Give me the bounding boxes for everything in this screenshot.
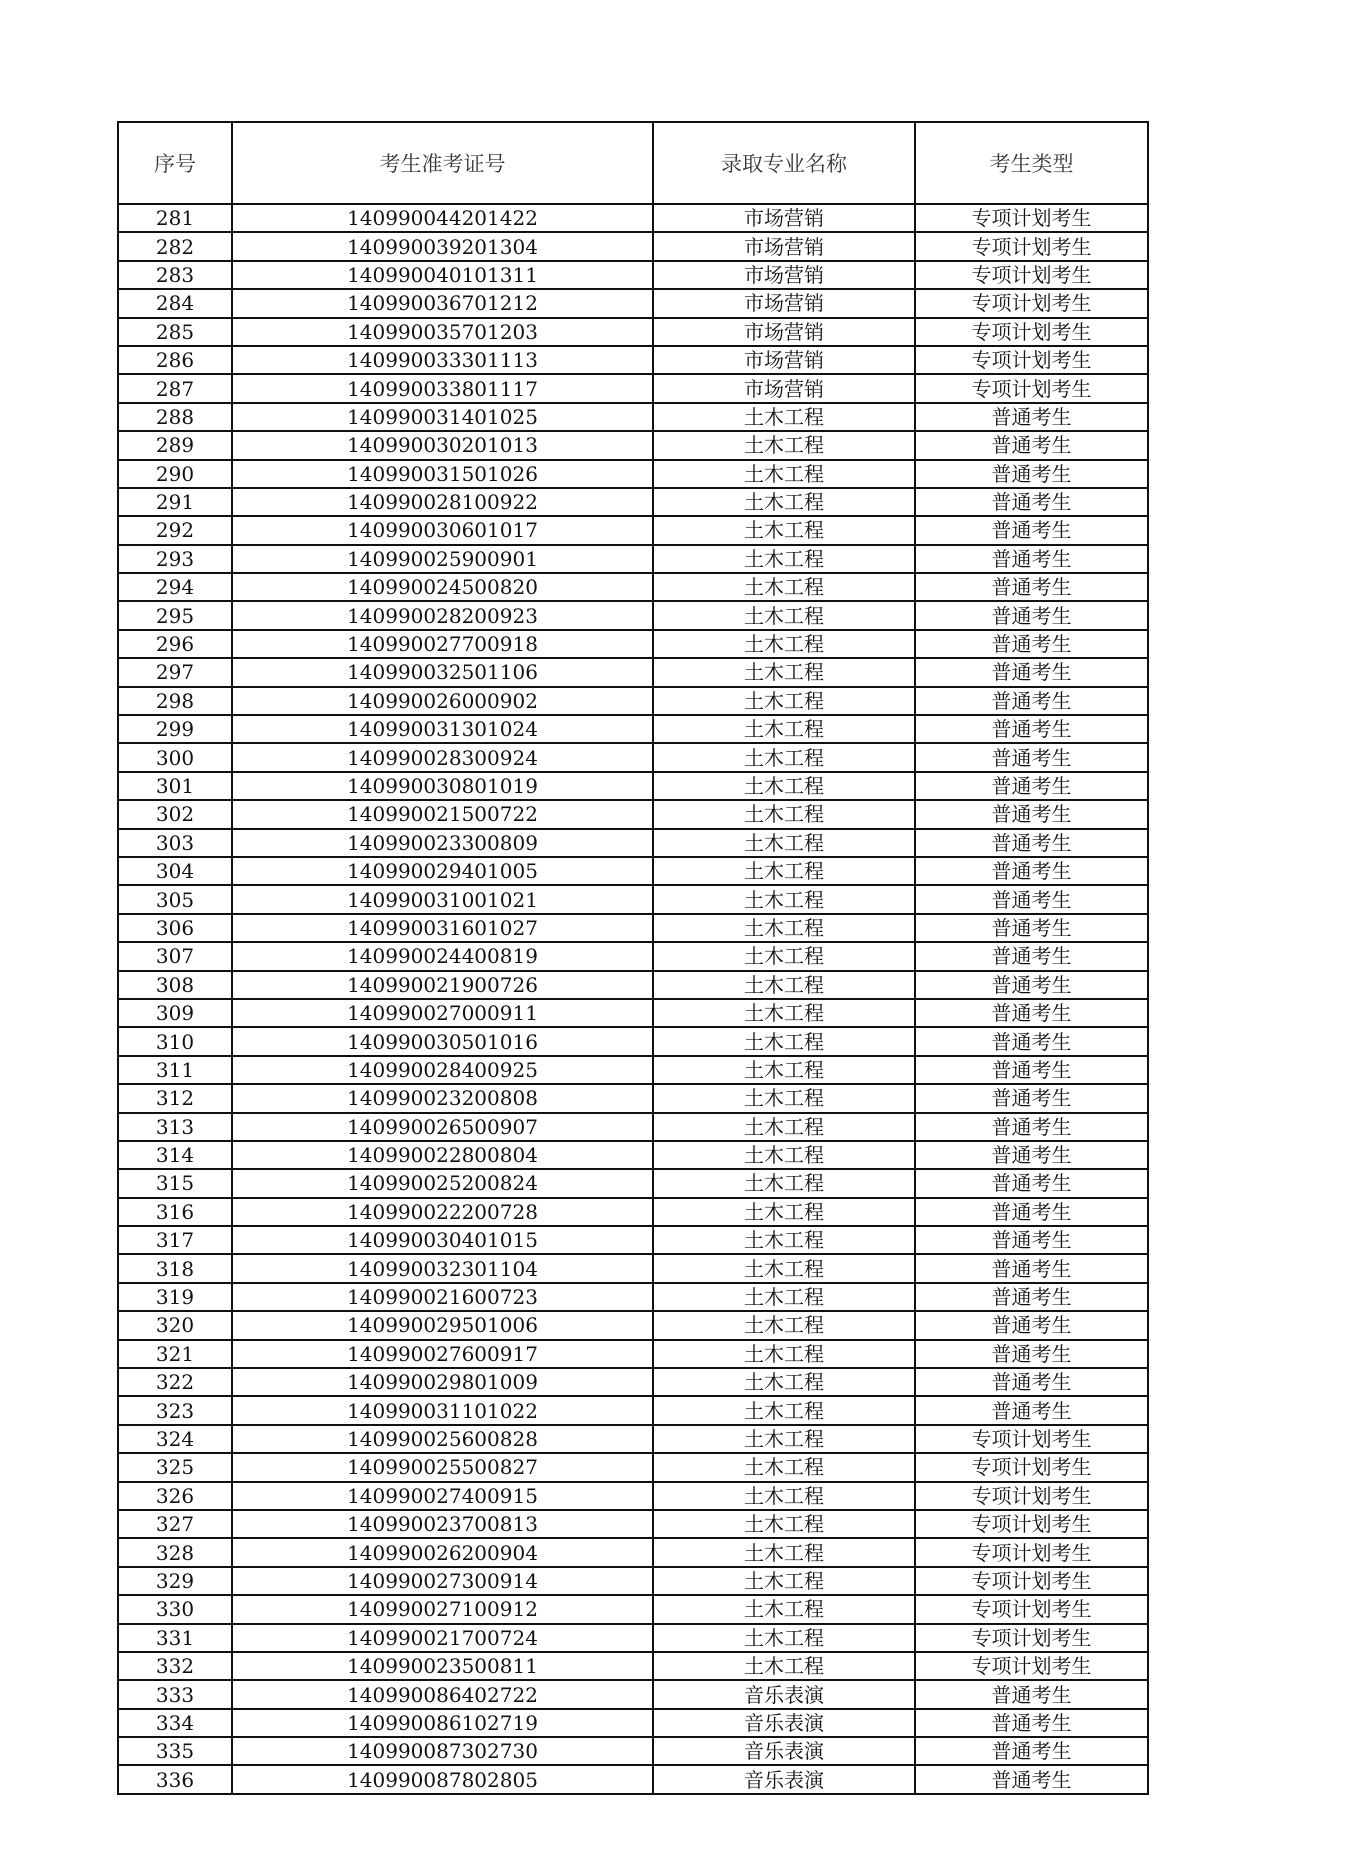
cell-seq: 305: [118, 885, 232, 913]
cell-ticket-number: 140990024500820: [232, 573, 653, 601]
table-row: [118, 1482, 1148, 1510]
cell-ticket-number: 140990023200808: [232, 1084, 653, 1112]
cell-candidate-type: 普通考生: [915, 687, 1148, 715]
cell-candidate-type: 专项计划考生: [915, 1425, 1148, 1453]
cell-major: 土木工程: [653, 1510, 915, 1538]
cell-candidate-type: 普通考生: [915, 1709, 1148, 1737]
table-row: [118, 601, 1148, 629]
cell-major: 土木工程: [653, 1226, 915, 1254]
cell-major: 音乐表演: [653, 1737, 915, 1765]
cell-seq: 308: [118, 971, 232, 999]
table-row: [118, 1113, 1148, 1141]
cell-ticket-number: 140990023700813: [232, 1510, 653, 1538]
cell-seq: 330: [118, 1595, 232, 1623]
cell-major: 土木工程: [653, 403, 915, 431]
cell-major: 土木工程: [653, 1368, 915, 1396]
cell-seq: 321: [118, 1340, 232, 1368]
cell-seq: 299: [118, 715, 232, 743]
table-row: [118, 1027, 1148, 1055]
cell-seq: 294: [118, 573, 232, 601]
cell-major: 土木工程: [653, 1396, 915, 1424]
table-row: [118, 772, 1148, 800]
cell-major: 市场营销: [653, 346, 915, 374]
cell-ticket-number: 140990026200904: [232, 1538, 653, 1566]
cell-seq: 289: [118, 431, 232, 459]
cell-major: 市场营销: [653, 204, 915, 232]
table-row: [118, 800, 1148, 828]
table-row: [118, 573, 1148, 601]
cell-major: 土木工程: [653, 1084, 915, 1112]
cell-seq: 312: [118, 1084, 232, 1112]
cell-candidate-type: 专项计划考生: [915, 374, 1148, 402]
cell-candidate-type: 普通考生: [915, 715, 1148, 743]
cell-major: 音乐表演: [653, 1680, 915, 1708]
cell-major: 市场营销: [653, 374, 915, 402]
cell-ticket-number: 140990027600917: [232, 1340, 653, 1368]
cell-seq: 297: [118, 658, 232, 686]
cell-candidate-type: 普通考生: [915, 1737, 1148, 1765]
table-row: [118, 318, 1148, 346]
table-row: [118, 658, 1148, 686]
cell-ticket-number: 140990030201013: [232, 431, 653, 459]
cell-ticket-number: 140990028400925: [232, 1056, 653, 1084]
cell-candidate-type: 专项计划考生: [915, 1538, 1148, 1566]
cell-seq: 290: [118, 460, 232, 488]
cell-major: 土木工程: [653, 687, 915, 715]
cell-seq: 323: [118, 1396, 232, 1424]
cell-ticket-number: 140990023500811: [232, 1652, 653, 1680]
cell-major: 音乐表演: [653, 1765, 915, 1793]
cell-ticket-number: 140990025200824: [232, 1169, 653, 1197]
cell-ticket-number: 140990086402722: [232, 1680, 653, 1708]
table-row: [118, 289, 1148, 317]
cell-ticket-number: 140990021500722: [232, 800, 653, 828]
cell-major: 土木工程: [653, 545, 915, 573]
cell-candidate-type: 普通考生: [915, 743, 1148, 771]
cell-major: 土木工程: [653, 573, 915, 601]
table-row: [118, 346, 1148, 374]
cell-ticket-number: 140990031501026: [232, 460, 653, 488]
cell-candidate-type: 普通考生: [915, 1396, 1148, 1424]
cell-candidate-type: 普通考生: [915, 885, 1148, 913]
cell-major: 土木工程: [653, 885, 915, 913]
cell-ticket-number: 140990030601017: [232, 516, 653, 544]
cell-ticket-number: 140990022200728: [232, 1198, 653, 1226]
cell-ticket-number: 140990040101311: [232, 261, 653, 289]
cell-candidate-type: 普通考生: [915, 460, 1148, 488]
cell-seq: 325: [118, 1453, 232, 1481]
cell-seq: 311: [118, 1056, 232, 1084]
cell-major: 市场营销: [653, 289, 915, 317]
cell-ticket-number: 140990031101022: [232, 1396, 653, 1424]
table-row: [118, 1056, 1148, 1084]
cell-seq: 301: [118, 772, 232, 800]
cell-candidate-type: 普通考生: [915, 1283, 1148, 1311]
cell-ticket-number: 140990087802805: [232, 1765, 653, 1793]
cell-seq: 317: [118, 1226, 232, 1254]
cell-seq: 320: [118, 1311, 232, 1339]
table-row: [118, 1567, 1148, 1595]
cell-seq: 326: [118, 1482, 232, 1510]
table-row: [118, 1652, 1148, 1680]
cell-candidate-type: 普通考生: [915, 1226, 1148, 1254]
table-row: [118, 1510, 1148, 1538]
cell-ticket-number: 140990021600723: [232, 1283, 653, 1311]
cell-seq: 329: [118, 1567, 232, 1595]
table-row: [118, 743, 1148, 771]
cell-candidate-type: 普通考生: [915, 431, 1148, 459]
table-row: [118, 942, 1148, 970]
cell-seq: 327: [118, 1510, 232, 1538]
cell-major: 土木工程: [653, 1453, 915, 1481]
cell-seq: 310: [118, 1027, 232, 1055]
table-row: [118, 1340, 1148, 1368]
table-row: [118, 204, 1148, 232]
table-row: [118, 1453, 1148, 1481]
cell-seq: 307: [118, 942, 232, 970]
cell-ticket-number: 140990044201422: [232, 204, 653, 232]
cell-seq: 292: [118, 516, 232, 544]
cell-seq: 304: [118, 857, 232, 885]
cell-ticket-number: 140990028200923: [232, 601, 653, 629]
cell-seq: 318: [118, 1254, 232, 1282]
cell-major: 土木工程: [653, 1141, 915, 1169]
table-row: [118, 460, 1148, 488]
cell-seq: 295: [118, 601, 232, 629]
cell-candidate-type: 普通考生: [915, 1765, 1148, 1793]
cell-major: 土木工程: [653, 743, 915, 771]
cell-ticket-number: 140990031001021: [232, 885, 653, 913]
header-seq: 序号: [118, 122, 232, 204]
table-row: [118, 1396, 1148, 1424]
header-row: [118, 122, 1148, 204]
cell-seq: 336: [118, 1765, 232, 1793]
cell-candidate-type: 普通考生: [915, 573, 1148, 601]
table-row: [118, 1169, 1148, 1197]
cell-seq: 331: [118, 1624, 232, 1652]
cell-major: 土木工程: [653, 1254, 915, 1282]
cell-seq: 306: [118, 914, 232, 942]
cell-ticket-number: 140990033301113: [232, 346, 653, 374]
cell-seq: 328: [118, 1538, 232, 1566]
cell-major: 土木工程: [653, 1056, 915, 1084]
cell-candidate-type: 专项计划考生: [915, 346, 1148, 374]
cell-ticket-number: 140990026000902: [232, 687, 653, 715]
cell-ticket-number: 140990025900901: [232, 545, 653, 573]
cell-major: 土木工程: [653, 942, 915, 970]
cell-major: 土木工程: [653, 1283, 915, 1311]
cell-ticket-number: 140990029501006: [232, 1311, 653, 1339]
table-row: [118, 232, 1148, 260]
cell-ticket-number: 140990036701212: [232, 289, 653, 317]
table-row: [118, 1311, 1148, 1339]
cell-seq: 288: [118, 403, 232, 431]
cell-candidate-type: 普通考生: [915, 630, 1148, 658]
cell-candidate-type: 普通考生: [915, 658, 1148, 686]
table-row: [118, 885, 1148, 913]
cell-candidate-type: 普通考生: [915, 1680, 1148, 1708]
table-row: [118, 1538, 1148, 1566]
cell-ticket-number: 140990031401025: [232, 403, 653, 431]
table-row: [118, 1680, 1148, 1708]
cell-seq: 303: [118, 829, 232, 857]
cell-candidate-type: 普通考生: [915, 403, 1148, 431]
cell-ticket-number: 140990031601027: [232, 914, 653, 942]
cell-major: 土木工程: [653, 914, 915, 942]
table-row: [118, 403, 1148, 431]
cell-major: 土木工程: [653, 1027, 915, 1055]
table-row: [118, 1425, 1148, 1453]
cell-candidate-type: 普通考生: [915, 516, 1148, 544]
cell-candidate-type: 普通考生: [915, 1027, 1148, 1055]
cell-major: 土木工程: [653, 1624, 915, 1652]
cell-seq: 296: [118, 630, 232, 658]
cell-ticket-number: 140990030401015: [232, 1226, 653, 1254]
table-row: [118, 1254, 1148, 1282]
cell-major: 土木工程: [653, 1113, 915, 1141]
cell-ticket-number: 140990025600828: [232, 1425, 653, 1453]
cell-major: 土木工程: [653, 1538, 915, 1566]
cell-major: 土木工程: [653, 971, 915, 999]
header-candidate-type: 考生类型: [915, 122, 1148, 204]
table-row: [118, 971, 1148, 999]
cell-seq: 284: [118, 289, 232, 317]
table-row: [118, 999, 1148, 1027]
cell-candidate-type: 专项计划考生: [915, 1510, 1148, 1538]
cell-ticket-number: 140990022800804: [232, 1141, 653, 1169]
cell-seq: 285: [118, 318, 232, 346]
cell-ticket-number: 140990033801117: [232, 374, 653, 402]
cell-major: 土木工程: [653, 1311, 915, 1339]
table-row: [118, 431, 1148, 459]
cell-major: 土木工程: [653, 516, 915, 544]
cell-major: 音乐表演: [653, 1709, 915, 1737]
table-row: [118, 1595, 1148, 1623]
cell-ticket-number: 140990027100912: [232, 1595, 653, 1623]
cell-seq: 314: [118, 1141, 232, 1169]
cell-seq: 281: [118, 204, 232, 232]
cell-seq: 309: [118, 999, 232, 1027]
cell-ticket-number: 140990029801009: [232, 1368, 653, 1396]
cell-candidate-type: 普通考生: [915, 857, 1148, 885]
cell-major: 土木工程: [653, 658, 915, 686]
cell-candidate-type: 普通考生: [915, 1311, 1148, 1339]
cell-major: 市场营销: [653, 261, 915, 289]
cell-seq: 282: [118, 232, 232, 260]
cell-candidate-type: 普通考生: [915, 488, 1148, 516]
cell-seq: 322: [118, 1368, 232, 1396]
cell-seq: 283: [118, 261, 232, 289]
cell-candidate-type: 普通考生: [915, 942, 1148, 970]
cell-candidate-type: 专项计划考生: [915, 261, 1148, 289]
cell-major: 土木工程: [653, 1198, 915, 1226]
cell-ticket-number: 140990027400915: [232, 1482, 653, 1510]
cell-candidate-type: 专项计划考生: [915, 1567, 1148, 1595]
table-header: [118, 122, 1148, 204]
cell-ticket-number: 140990035701203: [232, 318, 653, 346]
table-row: [118, 1226, 1148, 1254]
cell-ticket-number: 140990027300914: [232, 1567, 653, 1595]
cell-major: 土木工程: [653, 857, 915, 885]
cell-candidate-type: 专项计划考生: [915, 1624, 1148, 1652]
table-row: [118, 1368, 1148, 1396]
cell-seq: 333: [118, 1680, 232, 1708]
cell-seq: 319: [118, 1283, 232, 1311]
cell-ticket-number: 140990021700724: [232, 1624, 653, 1652]
cell-candidate-type: 专项计划考生: [915, 1453, 1148, 1481]
cell-seq: 286: [118, 346, 232, 374]
cell-major: 土木工程: [653, 1567, 915, 1595]
cell-candidate-type: 普通考生: [915, 601, 1148, 629]
table-row: [118, 1624, 1148, 1652]
table-row: [118, 261, 1148, 289]
cell-ticket-number: 140990030501016: [232, 1027, 653, 1055]
table-body: [118, 204, 1148, 1794]
cell-seq: 334: [118, 1709, 232, 1737]
cell-candidate-type: 普通考生: [915, 800, 1148, 828]
cell-seq: 302: [118, 800, 232, 828]
cell-candidate-type: 普通考生: [915, 971, 1148, 999]
cell-candidate-type: 普通考生: [915, 1368, 1148, 1396]
table-row: [118, 516, 1148, 544]
cell-candidate-type: 普通考生: [915, 914, 1148, 942]
cell-major: 土木工程: [653, 630, 915, 658]
cell-major: 土木工程: [653, 1169, 915, 1197]
cell-ticket-number: 140990028100922: [232, 488, 653, 516]
table-row: [118, 914, 1148, 942]
table-row: [118, 715, 1148, 743]
table-row: [118, 687, 1148, 715]
cell-candidate-type: 普通考生: [915, 1141, 1148, 1169]
cell-candidate-type: 普通考生: [915, 1084, 1148, 1112]
table-row: [118, 545, 1148, 573]
cell-major: 土木工程: [653, 488, 915, 516]
cell-candidate-type: 普通考生: [915, 1254, 1148, 1282]
table-row: [118, 1141, 1148, 1169]
cell-ticket-number: 140990024400819: [232, 942, 653, 970]
cell-seq: 315: [118, 1169, 232, 1197]
table-row: [118, 1198, 1148, 1226]
table-row: [118, 1737, 1148, 1765]
table-row: [118, 1709, 1148, 1737]
cell-seq: 293: [118, 545, 232, 573]
table-row: [118, 1283, 1148, 1311]
table-row: [118, 488, 1148, 516]
cell-ticket-number: 140990032501106: [232, 658, 653, 686]
cell-major: 土木工程: [653, 800, 915, 828]
cell-candidate-type: 普通考生: [915, 999, 1148, 1027]
cell-major: 土木工程: [653, 829, 915, 857]
cell-candidate-type: 专项计划考生: [915, 318, 1148, 346]
cell-candidate-type: 专项计划考生: [915, 1482, 1148, 1510]
cell-ticket-number: 140990023300809: [232, 829, 653, 857]
cell-candidate-type: 普通考生: [915, 1198, 1148, 1226]
table-row: [118, 1765, 1148, 1793]
table-row: [118, 829, 1148, 857]
cell-candidate-type: 普通考生: [915, 772, 1148, 800]
cell-candidate-type: 专项计划考生: [915, 232, 1148, 260]
table-row: [118, 374, 1148, 402]
table-row: [118, 857, 1148, 885]
cell-seq: 300: [118, 743, 232, 771]
cell-seq: 316: [118, 1198, 232, 1226]
cell-ticket-number: 140990031301024: [232, 715, 653, 743]
cell-ticket-number: 140990026500907: [232, 1113, 653, 1141]
table-row: [118, 630, 1148, 658]
cell-seq: 313: [118, 1113, 232, 1141]
cell-major: 市场营销: [653, 318, 915, 346]
cell-ticket-number: 140990087302730: [232, 1737, 653, 1765]
admission-table: [117, 121, 1149, 1795]
cell-major: 土木工程: [653, 431, 915, 459]
cell-ticket-number: 140990027700918: [232, 630, 653, 658]
cell-major: 土木工程: [653, 1340, 915, 1368]
cell-seq: 335: [118, 1737, 232, 1765]
cell-ticket-number: 140990025500827: [232, 1453, 653, 1481]
cell-candidate-type: 普通考生: [915, 1113, 1148, 1141]
cell-seq: 287: [118, 374, 232, 402]
cell-major: 土木工程: [653, 1595, 915, 1623]
cell-major: 土木工程: [653, 999, 915, 1027]
cell-seq: 298: [118, 687, 232, 715]
cell-major: 市场营销: [653, 232, 915, 260]
cell-major: 土木工程: [653, 715, 915, 743]
cell-major: 土木工程: [653, 1482, 915, 1510]
table-row: [118, 1084, 1148, 1112]
cell-ticket-number: 140990027000911: [232, 999, 653, 1027]
cell-major: 土木工程: [653, 1652, 915, 1680]
cell-candidate-type: 普通考生: [915, 545, 1148, 573]
cell-major: 土木工程: [653, 1425, 915, 1453]
cell-major: 土木工程: [653, 460, 915, 488]
cell-candidate-type: 普通考生: [915, 1340, 1148, 1368]
cell-ticket-number: 140990039201304: [232, 232, 653, 260]
cell-candidate-type: 专项计划考生: [915, 289, 1148, 317]
cell-seq: 291: [118, 488, 232, 516]
cell-ticket-number: 140990028300924: [232, 743, 653, 771]
cell-candidate-type: 专项计划考生: [915, 1652, 1148, 1680]
cell-major: 土木工程: [653, 601, 915, 629]
cell-ticket-number: 140990086102719: [232, 1709, 653, 1737]
cell-candidate-type: 普通考生: [915, 829, 1148, 857]
cell-candidate-type: 普通考生: [915, 1169, 1148, 1197]
cell-ticket-number: 140990030801019: [232, 772, 653, 800]
header-major: 录取专业名称: [653, 122, 915, 204]
cell-ticket-number: 140990029401005: [232, 857, 653, 885]
cell-candidate-type: 专项计划考生: [915, 204, 1148, 232]
cell-seq: 332: [118, 1652, 232, 1680]
cell-ticket-number: 140990021900726: [232, 971, 653, 999]
cell-ticket-number: 140990032301104: [232, 1254, 653, 1282]
cell-candidate-type: 专项计划考生: [915, 1595, 1148, 1623]
header-ticket-number: 考生准考证号: [232, 122, 653, 204]
cell-candidate-type: 普通考生: [915, 1056, 1148, 1084]
cell-seq: 324: [118, 1425, 232, 1453]
cell-major: 土木工程: [653, 772, 915, 800]
